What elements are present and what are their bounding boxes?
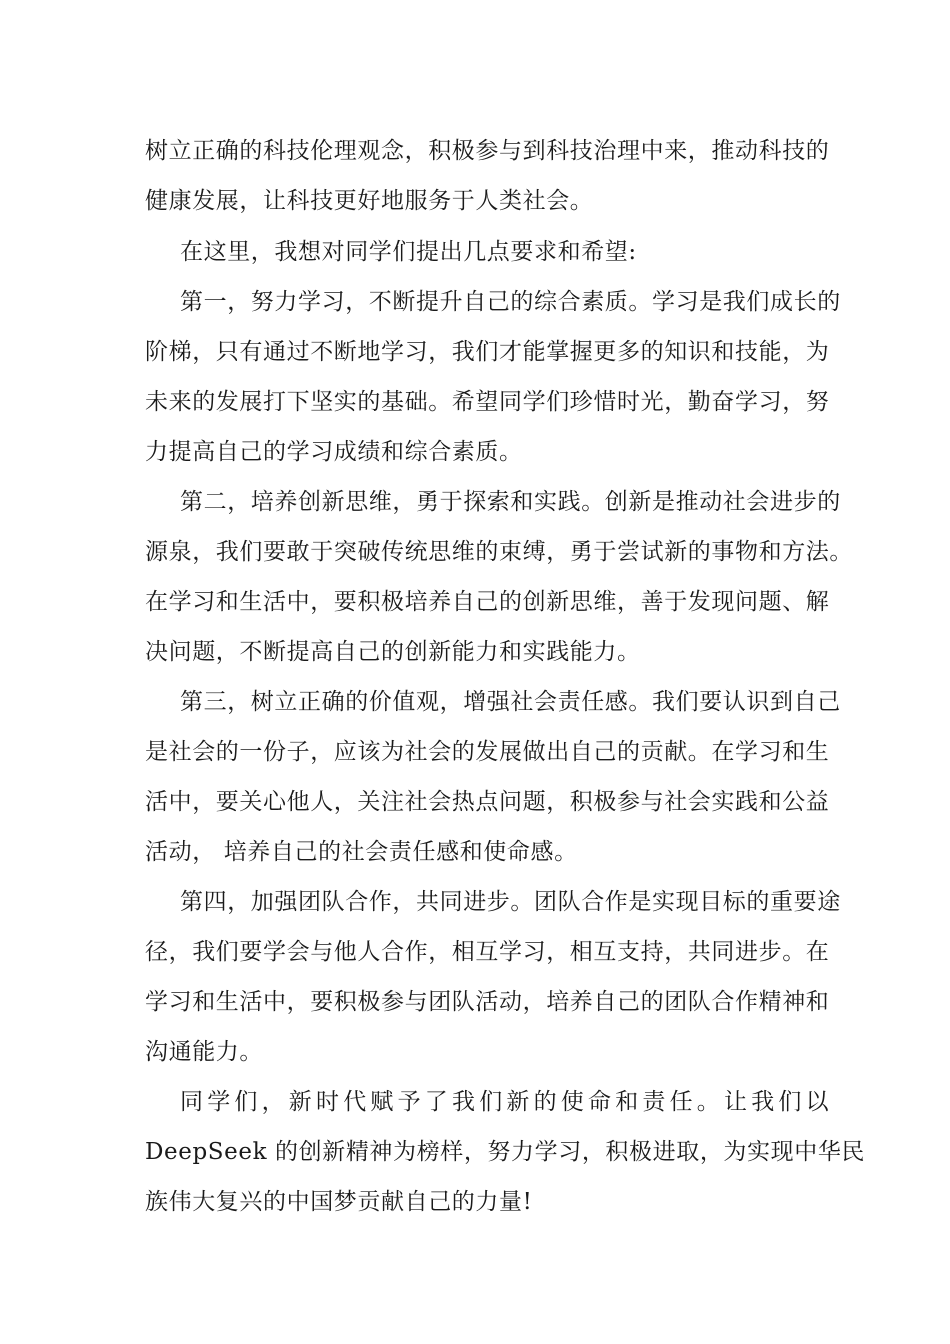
text-line: 健康发展，让科技更好地服务于人类社会。 bbox=[145, 188, 594, 214]
text-line: 力提高自己的学习成绩和综合素质。 bbox=[145, 439, 523, 465]
text-line: 径，我们要学会与他人合作，相互学习，相互支持，共同进步。在 bbox=[145, 939, 830, 965]
text-line: 学习和生活中，要积极参与团队活动，培养自己的团队合作精神和 bbox=[145, 989, 830, 1015]
paragraph-third-line: 第三，树立正确的价值观，增强社会责任感。我们要认识到自己 bbox=[180, 689, 841, 715]
paragraph-fourth-line: 第四，加强团队合作，共同进步。团队合作是实现目标的重要途 bbox=[180, 889, 841, 915]
text-line: 在学习和生活中，要积极培养自己的创新思维，善于发现问题、解 bbox=[145, 589, 830, 615]
paragraph-intro-line: 在这里，我想对同学们提出几点要求和希望: bbox=[180, 239, 637, 265]
text-line: 是社会的一份子，应该为社会的发展做出自己的贡献。在学习和生 bbox=[145, 739, 830, 765]
closing-paragraph-line: 同学们，新时代赋予了我们新的使命和责任。让我们以 bbox=[180, 1089, 833, 1115]
text-line: 活动， 培养自己的社会责任感和使命感。 bbox=[145, 839, 578, 865]
text-line: 树立正确的科技伦理观念，积极参与到科技治理中来，推动科技的 bbox=[145, 138, 830, 164]
text-line: 决问题，不断提高自己的创新能力和实践能力。 bbox=[145, 639, 641, 665]
text-line: 族伟大复兴的中国梦贡献自己的力量! bbox=[145, 1189, 533, 1215]
paragraph-second-line: 第二，培养创新思维，勇于探索和实践。创新是推动社会进步的 bbox=[180, 489, 841, 515]
paragraph-first-line: 第一，努力学习，不断提升自己的综合素质。学习是我们成长的 bbox=[180, 289, 841, 315]
text-line: DeepSeek 的创新精神为榜样，努力学习，积极进取，为实现中华民 bbox=[145, 1139, 866, 1165]
text-line: 活中，要关心他人，关注社会热点问题，积极参与社会实践和公益 bbox=[145, 789, 830, 815]
text-line: 沟通能力。 bbox=[145, 1039, 263, 1065]
text-line: 未来的发展打下坚实的基础。希望同学们珍惜时光，勤奋学习，努 bbox=[145, 389, 830, 415]
text-line: 阶梯，只有通过不断地学习，我们才能掌握更多的知识和技能，为 bbox=[145, 339, 830, 365]
text-line: 源泉，我们要敢于突破传统思维的束缚，勇于尝试新的事物和方法。 bbox=[145, 539, 853, 565]
